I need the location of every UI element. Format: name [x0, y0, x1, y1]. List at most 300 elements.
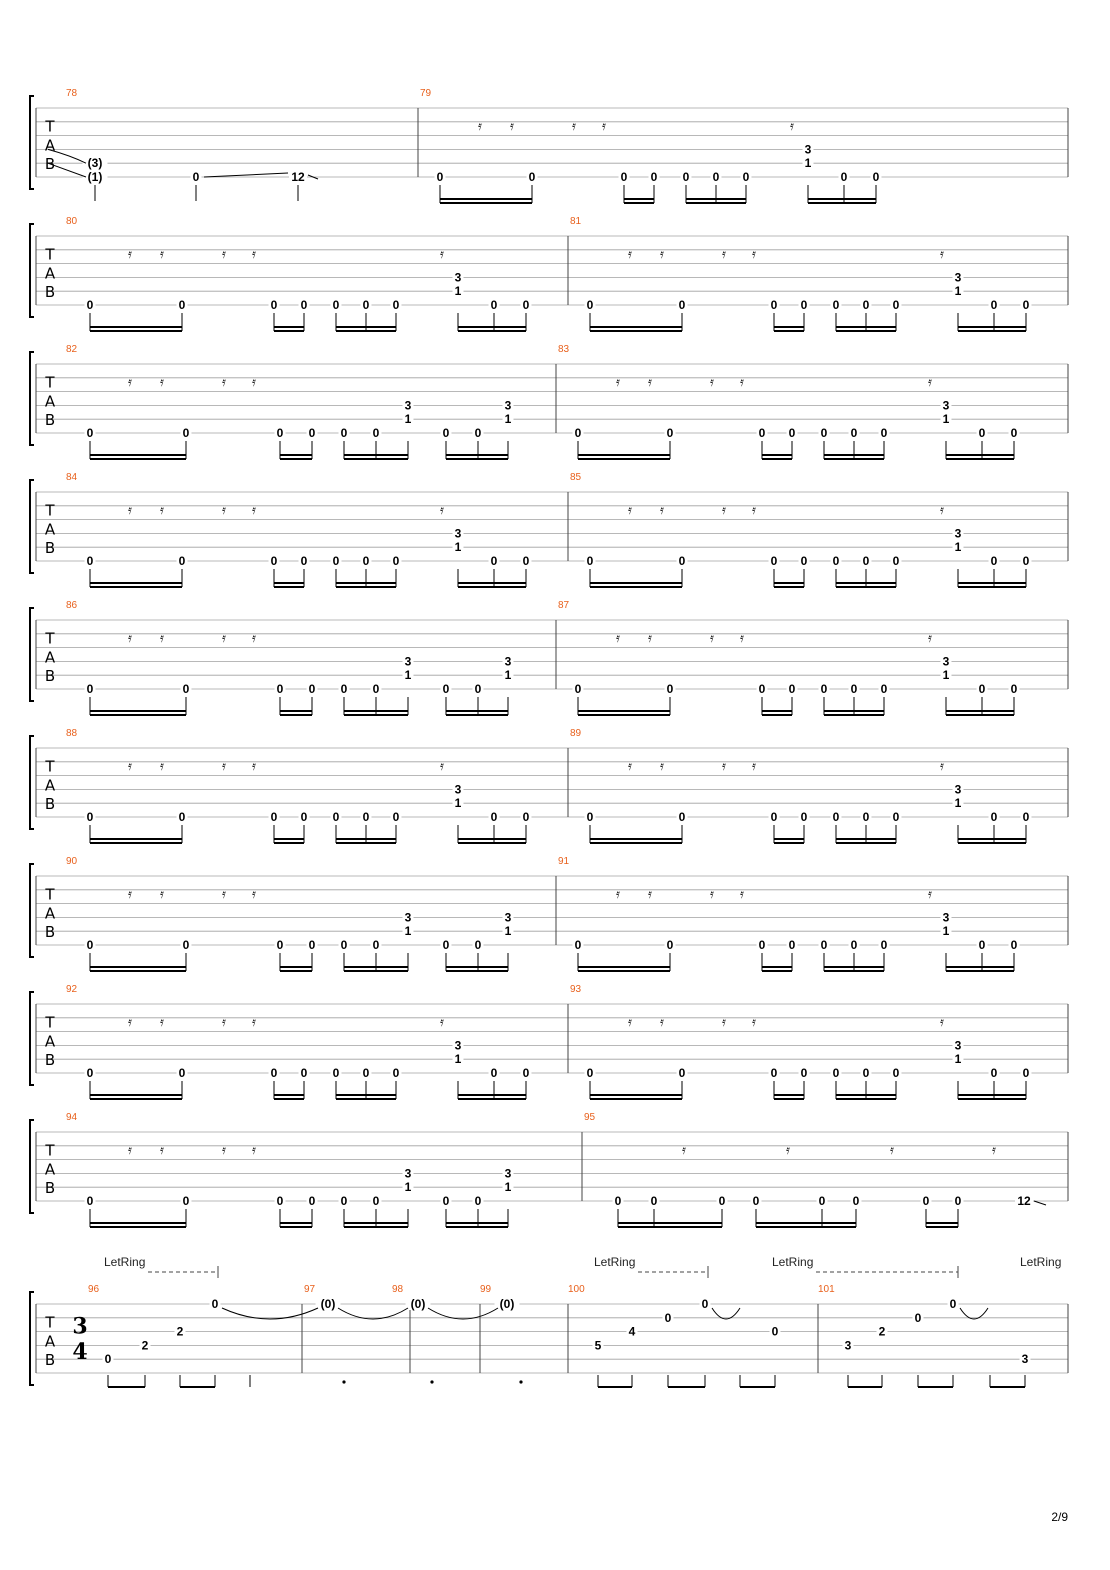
rest-symbol: 𝄿: [222, 246, 226, 262]
fret-number: 0: [474, 1194, 482, 1208]
rest-symbol: 𝄿: [628, 502, 632, 518]
fret-number: 0: [308, 938, 316, 952]
fret-number: 0: [840, 170, 848, 184]
fret-number: 0: [372, 938, 380, 952]
rest-symbol: 𝄿: [252, 1142, 256, 1158]
system-bracket: [30, 608, 34, 701]
fret-number: 0: [86, 554, 94, 568]
fret-number: 0: [850, 682, 858, 696]
tab-system: [30, 216, 1068, 331]
fret-number: 3: [454, 270, 462, 285]
fret-number: 0: [308, 1194, 316, 1208]
rest-symbol: 𝄿: [252, 502, 256, 518]
tab-system: [30, 1112, 1068, 1227]
fret-number: 0: [678, 810, 686, 824]
fret-number: 0: [666, 682, 674, 696]
fret-number: 0: [1022, 810, 1030, 824]
rest-symbol: 𝄿: [572, 118, 576, 134]
rest-symbol: 𝄿: [160, 886, 164, 902]
fret-number: 0: [332, 1066, 340, 1080]
measure-number: 101: [818, 1284, 835, 1295]
fret-number: 0: [978, 938, 986, 952]
fret-number: 0: [666, 938, 674, 952]
fret-number: 0: [192, 170, 200, 184]
fret-number: 0: [178, 810, 186, 824]
system-bracket: [30, 96, 34, 189]
dot: [342, 1380, 345, 1383]
tab-clef-letter: B: [44, 923, 56, 942]
fret-number: 0: [800, 1066, 808, 1080]
fret-number: 0: [990, 810, 998, 824]
fret-number: 0: [86, 1066, 94, 1080]
measure-number: 94: [66, 1112, 78, 1123]
measure-number: 99: [480, 1284, 492, 1295]
fret-number: 0: [276, 938, 284, 952]
tab-clef-letter: A: [44, 1160, 56, 1179]
fret-number: 0: [949, 1297, 957, 1311]
fret-number: 0: [474, 426, 482, 440]
fret-number: 0: [270, 554, 278, 568]
fret-number: 0: [442, 938, 450, 952]
fret-number: (0): [499, 1297, 515, 1311]
rest-symbol: 𝄿: [222, 1142, 226, 1158]
tab-system: [30, 856, 1068, 971]
fret-number: 3: [1021, 1352, 1029, 1367]
fret-number: 0: [788, 682, 796, 696]
time-signature-bottom: 4: [72, 1339, 88, 1366]
fret-number: 0: [490, 1066, 498, 1080]
fret-number: 0: [892, 554, 900, 568]
tab-clef-letter: A: [44, 904, 56, 923]
tab-clef-letter: B: [44, 539, 56, 558]
fret-number: 3: [942, 398, 950, 413]
rest-symbol: 𝄿: [160, 630, 164, 646]
fret-number: 0: [86, 682, 94, 696]
tab-clef-letter: B: [44, 667, 56, 686]
fret-number: 0: [800, 298, 808, 312]
fret-number: 0: [300, 298, 308, 312]
fret-number: 0: [86, 1194, 94, 1208]
fret-number: 0: [178, 554, 186, 568]
rest-symbol: 𝄿: [616, 886, 620, 902]
measure-number: 89: [570, 728, 582, 739]
tab-system: [30, 472, 1068, 587]
tie: [428, 1308, 498, 1319]
let-ring-label: LetRing: [594, 1255, 636, 1269]
rest-symbol: 𝄿: [660, 246, 664, 262]
fret-number: 0: [392, 298, 400, 312]
fret-number: 0: [1010, 938, 1018, 952]
fret-number: 0: [270, 298, 278, 312]
rest-symbol: 𝄿: [648, 630, 652, 646]
fret-number: 0: [712, 170, 720, 184]
system-bracket: [30, 992, 34, 1085]
rest-symbol: 𝄿: [252, 886, 256, 902]
fret-number: 0: [372, 682, 380, 696]
fret-number: 0: [211, 1297, 219, 1311]
rest-symbol: 𝄿: [928, 886, 932, 902]
fret-number: 3: [504, 1166, 512, 1181]
fret-number: 1: [504, 412, 512, 427]
tab-clef-letter: T: [45, 501, 55, 520]
rest-symbol: 𝄿: [722, 758, 726, 774]
rest-symbol: 𝄿: [252, 246, 256, 262]
fret-number: 0: [574, 682, 582, 696]
fret-number: 0: [586, 810, 594, 824]
rest-symbol: 𝄿: [128, 374, 132, 390]
fret-number: 0: [880, 426, 888, 440]
tab-clef-letter: A: [44, 648, 56, 667]
fret-number: 0: [182, 938, 190, 952]
rest-symbol: 𝄿: [222, 758, 226, 774]
fret-number: 3: [954, 270, 962, 285]
fret-number: 3: [504, 910, 512, 925]
rest-symbol: 𝄿: [440, 502, 444, 518]
fret-number: 0: [442, 1194, 450, 1208]
fret-number: 0: [862, 554, 870, 568]
fret-number: 1: [404, 412, 412, 427]
fret-number: 0: [104, 1352, 112, 1367]
fret-number: (0): [320, 1297, 336, 1311]
fret-number: 0: [892, 1066, 900, 1080]
fret-number: 0: [490, 298, 498, 312]
tab-system: [30, 344, 1068, 459]
rest-symbol: 𝄿: [160, 246, 164, 262]
tab-system: [30, 728, 1068, 843]
slide-line: [204, 173, 288, 177]
fret-number: 1: [954, 540, 962, 555]
fret-number: 0: [270, 1066, 278, 1080]
fret-number: 0: [586, 1066, 594, 1080]
fret-number: 0: [742, 170, 750, 184]
fret-number: 0: [990, 298, 998, 312]
measure-number: 83: [558, 344, 570, 355]
measure-number: 78: [66, 88, 78, 99]
fret-number: 1: [454, 540, 462, 555]
fret-number: 0: [862, 1066, 870, 1080]
fret-number: 0: [276, 1194, 284, 1208]
rest-symbol: 𝄿: [722, 502, 726, 518]
fret-number: 1: [404, 924, 412, 939]
fret-number: 5: [594, 1338, 602, 1353]
fret-number: 3: [404, 654, 412, 669]
tab-clef-letter: B: [44, 1051, 56, 1070]
rest-symbol: 𝄿: [940, 758, 944, 774]
fret-number: 0: [528, 170, 536, 184]
fret-number: 0: [880, 938, 888, 952]
fret-number: 0: [436, 170, 444, 184]
rest-symbol: 𝄿: [440, 246, 444, 262]
tab-clef-letter: A: [44, 392, 56, 411]
fret-number: 0: [678, 1066, 686, 1080]
rest-symbol: 𝄿: [940, 502, 944, 518]
tie: [222, 1308, 318, 1319]
fret-number: 0: [788, 426, 796, 440]
rest-symbol: 𝄿: [710, 374, 714, 390]
fret-number: 3: [404, 398, 412, 413]
fret-number: 0: [954, 1194, 962, 1208]
fret-number: 0: [332, 298, 340, 312]
fret-number: 0: [442, 426, 450, 440]
rest-symbol: 𝄿: [752, 1014, 756, 1030]
fret-number: 0: [362, 1066, 370, 1080]
tab-clef-letter: T: [45, 1313, 55, 1332]
fret-number: 3: [404, 910, 412, 925]
tab-clef-letter: T: [45, 117, 55, 136]
rest-symbol: 𝄿: [616, 630, 620, 646]
tab-system: [30, 600, 1068, 715]
fret-number: 0: [758, 682, 766, 696]
fret-number: 0: [474, 682, 482, 696]
rest-symbol: 𝄿: [740, 630, 744, 646]
fret-number: 1: [804, 156, 812, 171]
fret-number: 0: [771, 1324, 779, 1339]
fret-number: 0: [490, 554, 498, 568]
rest-symbol: 𝄿: [160, 1014, 164, 1030]
rest-symbol: 𝄿: [252, 1014, 256, 1030]
rest-symbol: 𝄿: [252, 374, 256, 390]
tab-clef-letter: A: [44, 1332, 56, 1351]
rest-symbol: 𝄿: [752, 246, 756, 262]
system-bracket: [30, 1120, 34, 1213]
fret-number: 0: [1010, 682, 1018, 696]
fret-number: 1: [504, 924, 512, 939]
tie: [712, 1308, 740, 1319]
fret-number: 0: [718, 1194, 726, 1208]
system-bracket: [30, 480, 34, 573]
fret-number: 3: [942, 910, 950, 925]
fret-number: 0: [332, 810, 340, 824]
fret-number: 3: [454, 526, 462, 541]
fret-number: 0: [392, 810, 400, 824]
measure-number: 87: [558, 600, 570, 611]
rest-symbol: 𝄿: [252, 630, 256, 646]
fret-number: 12: [291, 170, 305, 184]
rest-symbol: 𝄿: [940, 246, 944, 262]
fret-number: 1: [504, 1180, 512, 1195]
fret-number: 0: [892, 810, 900, 824]
fret-number: 0: [850, 426, 858, 440]
dot: [430, 1380, 433, 1383]
fret-number: 0: [372, 426, 380, 440]
fret-number: 0: [800, 554, 808, 568]
rest-symbol: 𝄿: [710, 886, 714, 902]
rest-symbol: 𝄿: [790, 118, 794, 134]
fret-number: 0: [392, 554, 400, 568]
fret-number: 0: [650, 170, 658, 184]
fret-number: 2: [141, 1338, 149, 1353]
fret-number: 0: [308, 682, 316, 696]
fret-number: 0: [276, 682, 284, 696]
fret-number: 0: [978, 682, 986, 696]
fret-number: 0: [586, 554, 594, 568]
fret-number: (3): [87, 156, 103, 171]
rest-symbol: 𝄿: [722, 1014, 726, 1030]
fret-number: 0: [990, 554, 998, 568]
fret-number: 3: [504, 654, 512, 669]
rest-symbol: 𝄿: [602, 118, 606, 134]
measure-number: 80: [66, 216, 78, 227]
fret-number: 0: [620, 170, 628, 184]
fret-number: 0: [770, 810, 778, 824]
fret-number: 0: [872, 170, 880, 184]
fret-number: 0: [1022, 1066, 1030, 1080]
rest-symbol: 𝄿: [928, 374, 932, 390]
tab-clef-letter: A: [44, 776, 56, 795]
rest-symbol: 𝄿: [722, 246, 726, 262]
rest-symbol: 𝄿: [740, 374, 744, 390]
tie: [338, 1308, 408, 1319]
fret-number: 3: [954, 782, 962, 797]
fret-number: 1: [454, 284, 462, 299]
let-ring-label: LetRing: [772, 1255, 814, 1269]
fret-number: 0: [752, 1194, 760, 1208]
tab-clef-letter: T: [45, 629, 55, 648]
tab-clef-letter: T: [45, 245, 55, 264]
fret-number: 0: [308, 426, 316, 440]
fret-number: (0): [410, 1297, 426, 1311]
rest-symbol: 𝄿: [940, 1014, 944, 1030]
fret-number: 0: [770, 298, 778, 312]
tab-clef-letter: B: [44, 1351, 56, 1370]
fret-number: 0: [178, 1066, 186, 1080]
rest-symbol: 𝄿: [710, 630, 714, 646]
fret-number: 1: [454, 1052, 462, 1067]
fret-number: 0: [182, 682, 190, 696]
fret-number: 0: [522, 554, 530, 568]
measure-number: 82: [66, 344, 78, 355]
system-bracket: [30, 864, 34, 957]
rest-symbol: 𝄿: [128, 1014, 132, 1030]
rest-symbol: 𝄿: [648, 886, 652, 902]
measure-number: 86: [66, 600, 78, 611]
fret-number: 0: [664, 1310, 672, 1325]
rest-symbol: 𝄿: [648, 374, 652, 390]
fret-number: 0: [362, 810, 370, 824]
fret-number: 3: [804, 142, 812, 157]
rest-symbol: 𝄿: [740, 886, 744, 902]
fret-number: 0: [892, 298, 900, 312]
fret-number: 1: [954, 284, 962, 299]
fret-number: 0: [332, 554, 340, 568]
measure-number: 92: [66, 984, 78, 995]
system-bracket: [30, 1292, 34, 1385]
tab-clef-letter: A: [44, 520, 56, 539]
fret-number: 0: [770, 554, 778, 568]
fret-number: 0: [818, 1194, 826, 1208]
fret-number: 0: [682, 170, 690, 184]
rest-symbol: 𝄿: [160, 374, 164, 390]
measure-number: 96: [88, 1284, 100, 1295]
fret-number: 0: [850, 938, 858, 952]
fret-number: 3: [454, 1038, 462, 1053]
fret-number: 0: [392, 1066, 400, 1080]
tab-system: [30, 984, 1068, 1099]
fret-number: 0: [990, 1066, 998, 1080]
fret-number: 0: [800, 810, 808, 824]
fret-number: 0: [666, 426, 674, 440]
tab-system: [30, 88, 1068, 203]
tab-clef-letter: B: [44, 155, 56, 174]
dot: [519, 1380, 522, 1383]
measure-number: 95: [584, 1112, 596, 1123]
fret-number: 0: [522, 298, 530, 312]
fret-number: 0: [770, 1066, 778, 1080]
rest-symbol: 𝄿: [128, 246, 132, 262]
fret-number: 1: [454, 796, 462, 811]
rest-symbol: 𝄿: [222, 374, 226, 390]
tab-clef-letter: A: [44, 264, 56, 283]
fret-number: 1: [954, 796, 962, 811]
fret-number: 0: [300, 554, 308, 568]
fret-number: 0: [178, 298, 186, 312]
tab-clef-letter: T: [45, 885, 55, 904]
rest-symbol: 𝄿: [440, 758, 444, 774]
fret-number: 0: [300, 810, 308, 824]
fret-number: 0: [86, 810, 94, 824]
fret-number: (1): [87, 170, 103, 184]
measure-number: 81: [570, 216, 582, 227]
fret-number: 0: [788, 938, 796, 952]
fret-number: 0: [574, 938, 582, 952]
fret-number: 3: [954, 526, 962, 541]
fret-number: 0: [442, 682, 450, 696]
rest-symbol: 𝄿: [928, 630, 932, 646]
rest-symbol: 𝄿: [660, 758, 664, 774]
fret-number: 0: [182, 426, 190, 440]
rest-symbol: 𝄿: [128, 502, 132, 518]
fret-number: 0: [270, 810, 278, 824]
fret-number: 0: [340, 938, 348, 952]
rest-symbol: 𝄿: [478, 118, 482, 134]
rest-symbol: 𝄿: [752, 502, 756, 518]
tab-clef-letter: B: [44, 283, 56, 302]
fret-number: 0: [914, 1310, 922, 1325]
fret-number: 0: [86, 426, 94, 440]
system-bracket: [30, 224, 34, 317]
fret-number: 0: [522, 1066, 530, 1080]
tab-clef-letter: T: [45, 373, 55, 392]
fret-number: 0: [650, 1194, 658, 1208]
rest-symbol: 𝄿: [752, 758, 756, 774]
fret-number: 0: [522, 810, 530, 824]
fret-number: 0: [820, 938, 828, 952]
fret-number: 0: [978, 426, 986, 440]
measure-number: 84: [66, 472, 78, 483]
tab-clef-letter: T: [45, 757, 55, 776]
fret-number: 3: [504, 398, 512, 413]
measure-number: 79: [420, 88, 432, 99]
fret-number: 0: [362, 298, 370, 312]
measure-number: 85: [570, 472, 582, 483]
tab-clef-letter: B: [44, 1179, 56, 1198]
slide-line: [1034, 1201, 1046, 1205]
fret-number: 1: [942, 924, 950, 939]
fret-number: 0: [574, 426, 582, 440]
measure-number: 93: [570, 984, 582, 995]
fret-number: 0: [490, 810, 498, 824]
rest-symbol: 𝄿: [252, 758, 256, 774]
fret-number: 0: [586, 298, 594, 312]
rest-symbol: 𝄿: [628, 1014, 632, 1030]
rest-symbol: 𝄿: [128, 630, 132, 646]
rest-symbol: 𝄿: [628, 758, 632, 774]
fret-number: 0: [832, 810, 840, 824]
fret-number: 3: [954, 1038, 962, 1053]
fret-number: 3: [844, 1338, 852, 1353]
fret-number: 3: [404, 1166, 412, 1181]
fret-number: 1: [404, 668, 412, 683]
